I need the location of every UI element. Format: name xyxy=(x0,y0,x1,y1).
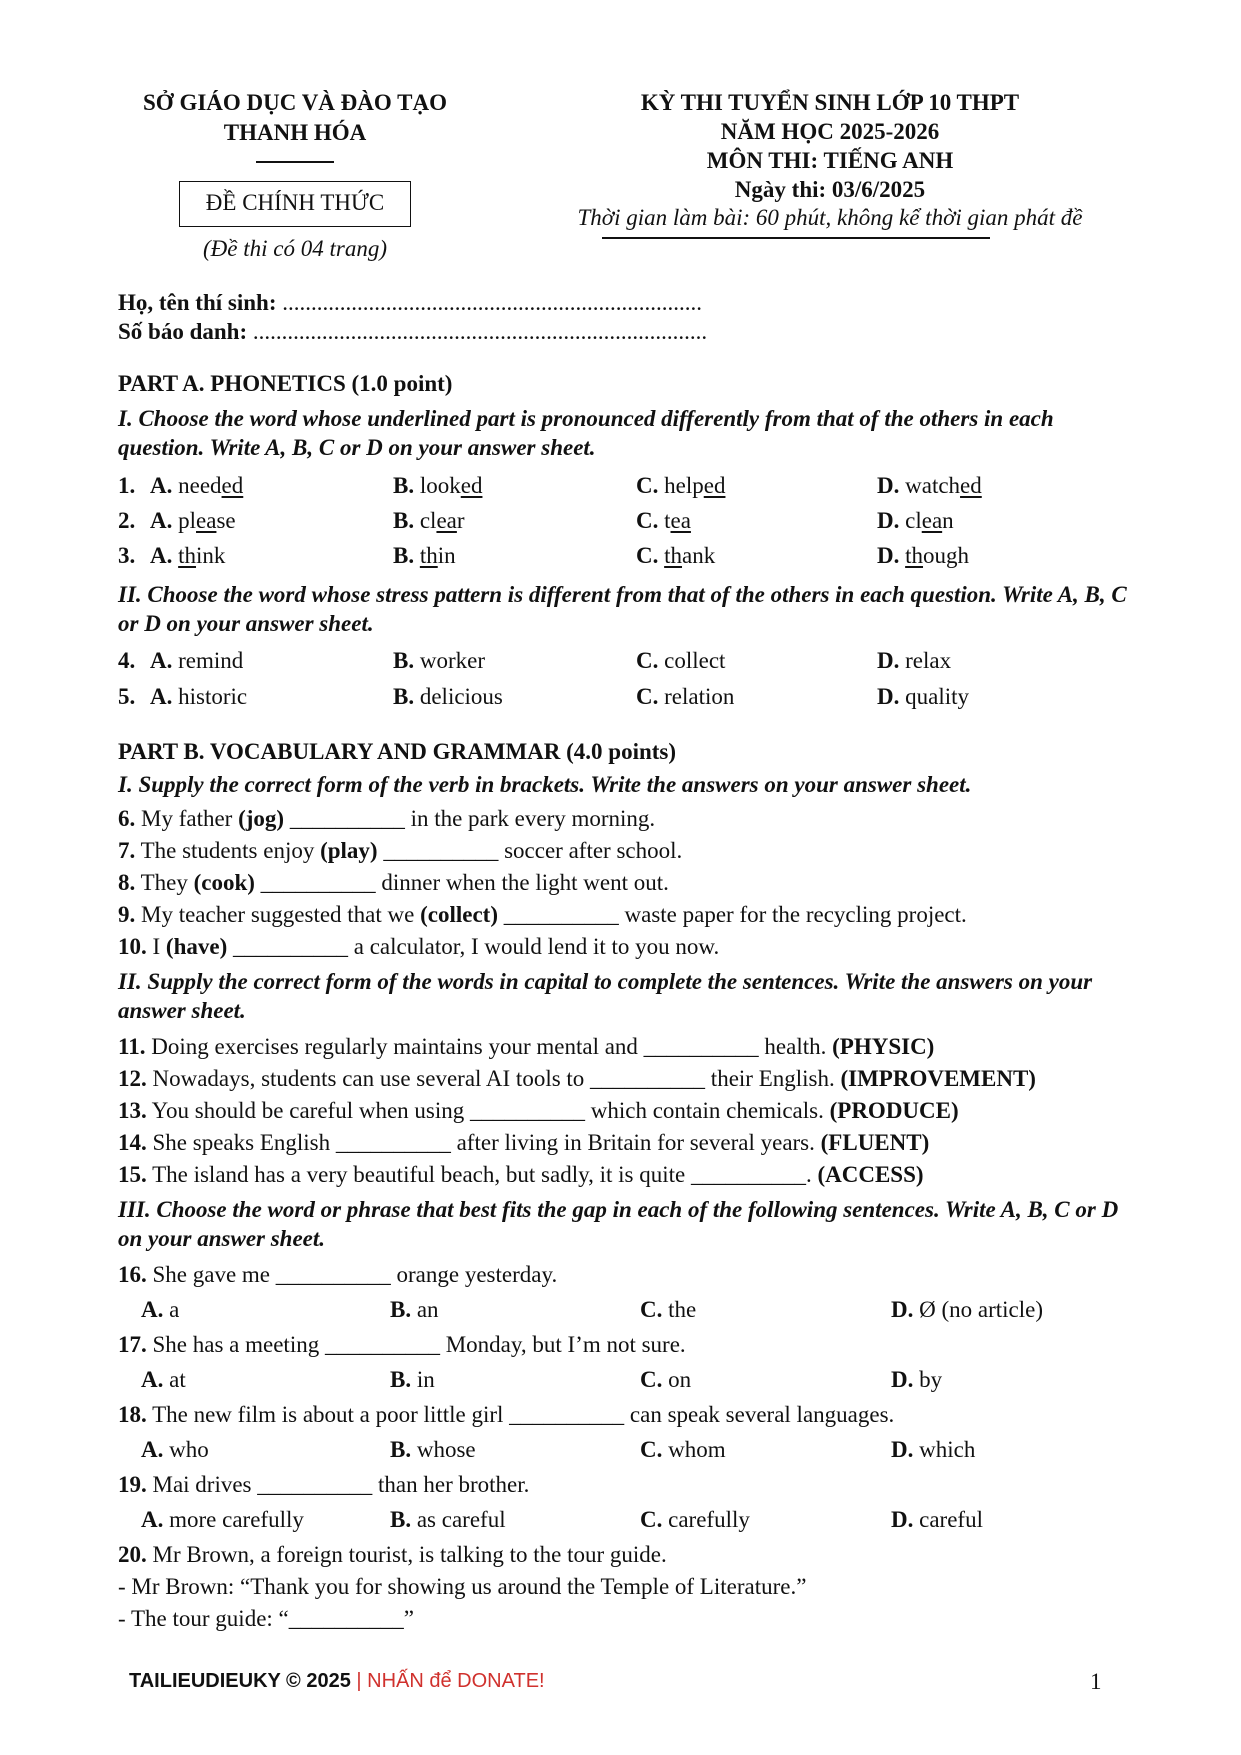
footer-separator: | xyxy=(350,1670,368,1692)
q2-option-b: B. clear xyxy=(393,508,465,533)
q1-number: 1. xyxy=(118,473,136,498)
official-label: ĐỀ CHÍNH THỨC xyxy=(205,190,385,215)
q16-option-d: D. Ø (no article) xyxy=(891,1297,1044,1322)
q5-option-a: A. historic xyxy=(150,684,248,709)
q18-option-d: D. which xyxy=(891,1437,976,1462)
q4-option-b: B. worker xyxy=(393,648,485,673)
q3-option-b: B. thin xyxy=(393,543,456,568)
q10: 10. I (have) __________ a calculator, I would lend it to you now. xyxy=(118,934,720,959)
q19-option-c: C. carefully xyxy=(640,1507,750,1532)
candidate-name-dots: ......................................................................... xyxy=(276,290,702,315)
q2-option-d: D. clean xyxy=(877,508,954,533)
time-allowed: Thời gian làm bài: 60 phút, không kể thời gian phát đề xyxy=(577,205,1083,230)
footer-brand-row xyxy=(129,1668,545,1694)
q15: 15. The island has a very beautiful beach, but sadly, it is quite __________. (ACCESS) xyxy=(118,1162,924,1187)
province-name: THANH HÓA xyxy=(223,120,367,145)
q2-number: 2. xyxy=(118,508,136,533)
header-divider xyxy=(256,161,334,163)
part-b-section1-instruction: I. Supply the correct form of the verb in brackets. Write the answers on your answer sheet. xyxy=(118,772,972,797)
q3-option-c: C. thank xyxy=(636,543,716,568)
q3-option-a: A. think xyxy=(150,543,226,568)
q17-option-b: B. in xyxy=(390,1367,435,1392)
q1-option-d: D. watched xyxy=(877,473,982,498)
candidate-name-label: Họ, tên thí sinh: xyxy=(118,290,277,315)
q2-option-a: A. please xyxy=(150,508,236,533)
candidate-id-dots: ............................................................................... xyxy=(247,319,708,344)
q20-dialogue-line2: - The tour guide: “__________” xyxy=(118,1606,414,1631)
q20: 20. Mr Brown, a foreign tourist, is talking to the tour guide. xyxy=(118,1542,667,1567)
q16: 16. She gave me __________ orange yesterday. xyxy=(118,1262,558,1287)
pages-note: (Đề thi có 04 trang) xyxy=(203,236,387,261)
page-number: 1 xyxy=(1090,1669,1102,1694)
q1-option-a: A. needed xyxy=(150,473,244,498)
official-exam-box xyxy=(179,181,411,227)
part-a-section2-instruction: II. Choose the word whose stress pattern is different from that of the others in each question. Write A, B, C or D on your answer sheet. xyxy=(118,582,1127,636)
q1-option-b: B. looked xyxy=(393,473,483,498)
q4-option-d: D. relax xyxy=(877,648,952,673)
q6: 6. My father (jog) __________ in the park every morning. xyxy=(118,806,656,831)
donate-link[interactable]: NHẤN để DONATE! xyxy=(367,1670,545,1692)
q18-option-c: C. whom xyxy=(640,1437,726,1462)
school-year: NĂM HỌC 2025-2026 xyxy=(720,119,940,144)
q19-option-d: D. careful xyxy=(891,1507,983,1532)
q20-dialogue-line1: - Mr Brown: “Thank you for showing us around the Temple of Literature.” xyxy=(118,1574,807,1599)
q12: 12. Nowadays, students can use several AI tools to __________ their English. (IMPROVEMENT) xyxy=(118,1066,1036,1091)
footer-brand: TAILIEUDIEUKY © 2025 xyxy=(129,1670,351,1692)
exam-title: KỲ THI TUYỂN SINH LỚP 10 THPT xyxy=(640,90,1020,115)
part-b-section2-instruction: II. Supply the correct form of the words in capital to complete the sentences. Write the answers on your answer sheet. xyxy=(118,969,1093,1023)
candidate-name-row xyxy=(118,288,702,318)
q19-option-b: B. as careful xyxy=(390,1507,506,1532)
q16-option-b: B. an xyxy=(390,1297,439,1322)
part-a-section1-instruction: I. Choose the word whose underlined part is pronounced differently from that of the others in each question. Write A, B, C or D on your answer sheet. xyxy=(118,406,1054,460)
q13: 13. You should be careful when using __________ which contain chemicals. (PRODUCE) xyxy=(118,1098,959,1123)
candidate-id-label: Số báo danh: xyxy=(118,319,248,344)
q17: 17. She has a meeting __________ Monday, but I’m not sure. xyxy=(118,1332,686,1357)
q16-option-a: A. a xyxy=(141,1297,180,1322)
q8: 8. They (cook) __________ dinner when the light went out. xyxy=(118,870,669,895)
candidate-id-row xyxy=(118,317,707,347)
q1-option-c: C. helped xyxy=(636,473,726,498)
q18-option-b: B. whose xyxy=(390,1437,476,1462)
q5-option-c: C. relation xyxy=(636,684,735,709)
q17-option-c: C. on xyxy=(640,1367,692,1392)
q5-option-d: D. quality xyxy=(877,684,970,709)
part-b-section3-instruction: III. Choose the word or phrase that best fits the gap in each of the following sentences. Write A, B, C or D on your answer sheet. xyxy=(118,1197,1119,1251)
q19: 19. Mai drives __________ than her brother. xyxy=(118,1472,530,1497)
q17-option-d: D. by xyxy=(891,1367,943,1392)
q4-number: 4. xyxy=(118,648,136,673)
q14: 14. She speaks English __________ after living in Britain for several years. (FLUENT) xyxy=(118,1130,930,1155)
exam-date: Ngày thi: 03/6/2025 xyxy=(734,177,926,202)
q17-option-a: A. at xyxy=(141,1367,186,1392)
q4-option-c: C. collect xyxy=(636,648,726,673)
q11: 11. Doing exercises regularly maintains your mental and __________ health. (PHYSIC) xyxy=(118,1034,935,1059)
q18-option-a: A. who xyxy=(141,1437,209,1462)
part-a-title: PART A. PHONETICS (1.0 point) xyxy=(118,371,453,396)
q5-number: 5. xyxy=(118,684,136,709)
department-name: SỞ GIÁO DỤC VÀ ĐÀO TẠO xyxy=(143,90,447,115)
part-b-title: PART B. VOCABULARY AND GRAMMAR (4.0 points) xyxy=(118,739,677,764)
q9: 9. My teacher suggested that we (collect) __________ waste paper for the recycling project. xyxy=(118,902,967,927)
q7: 7. The students enjoy (play) __________ soccer after school. xyxy=(118,838,683,863)
q4-option-a: A. remind xyxy=(150,648,244,673)
q3-number: 3. xyxy=(118,543,136,568)
q2-option-c: C. tea xyxy=(636,508,691,533)
q16-option-c: C. the xyxy=(640,1297,697,1322)
subject: MÔN THI: TIẾNG ANH xyxy=(706,148,954,173)
q5-option-b: B. delicious xyxy=(393,684,503,709)
header-underline xyxy=(602,237,990,239)
q3-option-d: D. though xyxy=(877,543,970,568)
q18: 18. The new film is about a poor little girl __________ can speak several languages. xyxy=(118,1402,895,1427)
q19-option-a: A. more carefully xyxy=(141,1507,304,1532)
